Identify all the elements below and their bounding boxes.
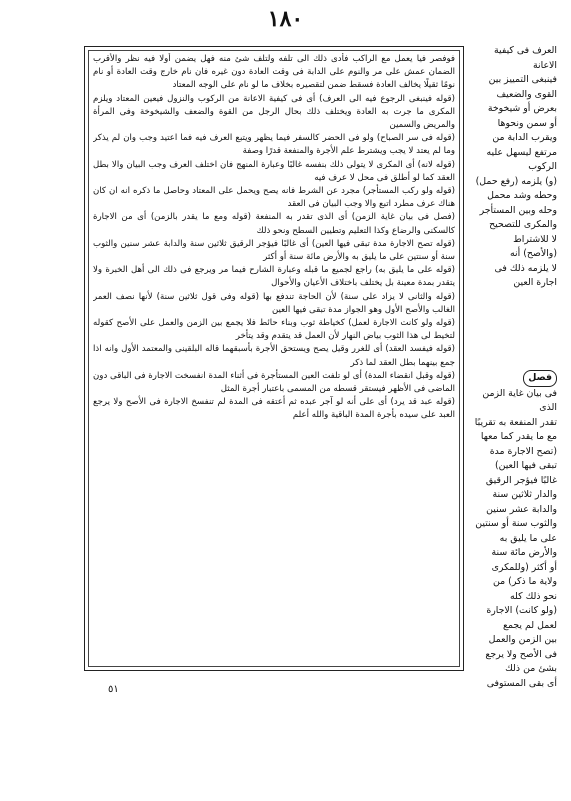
margin-line: فى الأصح ولا يرجع [485,648,557,660]
main-paragraph: (فصل فى بيان غاية الزمن) أى الذى تقدر به المنفعة (قوله ومع ما يقدر بالزمن) أى من الاجارة كالسكنى والرضاع وكذا التعليم وتطيين السطح ونحو ذلك [93,212,455,236]
margin-line: القوى والضعيف [496,88,557,100]
margin-line: تقدر المنفعة به تقريبًا [474,416,557,428]
margin-line: والدابة عشر سنين [486,503,557,515]
margin-line: (و) يلزمه (رفع حمل) [475,175,557,187]
margin-line: اجارة العين [513,277,557,288]
main-paragraph: (قوله تصح الاجارة مدة تبقى فيها العين) أى غالبًا فيؤجر الرقيق ثلاثين سنة والدابة عشر سنين والثوب سنة أو سنتين على ما يليق به والأرض مائة سنة أو أكثر [93,238,455,263]
margin-line: غالبًا فيؤجر الرقيق [485,474,557,486]
main-paragraph: فوفصر فيا يعمل مع الراكب فأدى ذلك الى تلفه ولتلف شئ منه فهل يضمن أولا فيه نظر والأقرب الضمان عمش على مر والنوم على الدابة فى وقت العادة دون غيره فان نام خارج وقت العادة أو نام نومًا ثقيلًا يخالف العادة فسقط ضمن لتقصيره بخلاف ما لو نام على الوجه المعتاد [93,54,455,91]
margin-line: والأرض مائة سنة [491,547,557,558]
main-paragraph: (قوله وقبل انقضاء المدة) أى لو تلفت العين المستأجرة فى أثناء المدة انفسخت الاجارة فى الباقى دون الماضى فى الأظهر فيستقر قسطه من المسمى باعتبار أجرة المثل [93,370,455,395]
margin-line: مرتفع ليسهل عليه [486,146,557,158]
margin-line: (ولو كانت) الاجارة [486,605,557,616]
main-paragraph: (قوله عبد قد يرد) أى على أنه لو آجر عبده ثم أعتقه فى المدة لم تنفسخ الاجارة فى الأصح ولا يرجع العبد على سيده بأجرة المدة الباقية والله أعلم [93,397,455,421]
margin-line: لعمل لم يجمع [502,619,557,631]
margin-line: لا يلزمه ذلك فى [494,262,557,274]
margin-line: أى بقى المستوفى [486,677,557,689]
margin-line: وحله وبين المستأجر [479,204,557,216]
margin-line: أو سمن ونحوها [497,117,557,129]
main-paragraph: (قوله ولو كانت الاجارة لعمل) كخياطة ثوب وبناء حائط فلا يجمع بين الزمن والعمل على الأصح كقوله لتخيط لى هذا الثوب بياض النهار لأن العمل قد يتقدم وقد يتأخر [93,318,455,342]
signature-mark: ٥١ [108,684,119,695]
main-paragraph: (قوله فينبغى الرجوع فيه الى العرف) أى فى كيفية الاعانة من الركوب والنزول فيعين المعتاد ويلزم المكرى ما جرت به العادة ويختلف ذلك بحال الرجل من القوة والضعف والشيخوخة وفى المرأة والمريض والسمين [93,93,455,131]
margin-line: تبقى فيها العين) [494,460,557,471]
margin-line: مع ما يقدر كما معها [480,431,557,442]
section-heading [472,370,557,387]
margin-line: بعرض أو شيخوخة [487,103,557,114]
margin-line: على ما يليق به [499,532,557,544]
main-paragraph: (قوله لانه) أى المكرى لا يتولى ذلك بنفسه غالبًا وعبارة المنهج فان اختلف العرف وجب البيان والا بطل العقد كما لو أطلق فى محل لا عرف فيه [93,159,455,183]
margin-line: ويقرب الدابة من [492,132,557,143]
margin-line: بشئ من ذلك [505,663,557,674]
margin-line: العرف فى كيفية الاعانة [493,45,557,71]
margin-line: أو أكثر (وللمكرى [491,561,557,573]
main-paragraph: (قوله ولو ركب المستأجر) مجرد عن الشرط فانه يصح ويحمل على المعتاد وحاصل ما ذكره انه ان كان هناك عرف مطرد اتبع والا وجب البيان فى العقد [93,186,455,210]
margin-line: والثوب سنة أو سنتين [475,518,557,529]
margin-line: (تصح الاجارة مدة [489,445,557,457]
section-mark: فصل [523,370,557,387]
margin-matn-top [472,44,557,291]
margin-line: الركوب [528,161,557,172]
main-paragraph: (قوله فيفسد العقد) أى للغرر وقيل يصح ويستحق الأجرة بأسبقهما قاله البلقينى والمعتمد الأول وانه اذا جمع بينهما بطل العقد لما ذكر [93,344,455,368]
main-commentary-frame [84,46,464,671]
main-commentary-text [93,53,455,664]
margin-line: ولاية ما ذكر) من [493,576,557,587]
page-number: ١٨٠ [267,6,304,32]
margin-line: فينبغى التمييز بين [488,74,557,85]
main-paragraph: (قوله فى سر الصباح) ولو فى الحضر كالسفر فيما يظهر ويتبع العرف فيه فما اعتيد وجب وان لم يذكر وما لم يعتد لا يجب ويشترط علم الأجرة والمنفعة قدرًا وصفة [93,133,455,157]
main-paragraph: (قوله والثانى لا يزاد على سنة) لأن الحاجة تندفع بها (قوله وفى قول ثلاثين سنة) لأنها نصف العمر الغالب والأصح الأول وهو الجواز مدة تبقى فيها العين [93,291,455,315]
margin-line: لا للاشتراط [513,233,557,245]
margin-line: بين الزمن والعمل [488,634,557,645]
margin-line: نحو ذلك كله [510,590,557,602]
main-paragraph: (قوله على ما يليق به) راجع لجميع ما قبله وعبارة الشارح فيما مر ويرجع فى ذلك الى أهل الخبرة ولا يتقدر بمدة معينة بل يختلف باختلاف الأعيان والأحوال [93,265,455,289]
margin-line: وحطه وشد محمل [487,190,557,201]
margin-line: والمكرى للتصحيح [489,219,557,230]
margin-line: والدار ثلاثين سنة [492,489,557,500]
margin-matn-bottom [472,370,557,691]
margin-line: فى بيان غاية الزمن الذى [482,387,557,413]
margin-line: (والأصح) أنه [509,248,557,259]
